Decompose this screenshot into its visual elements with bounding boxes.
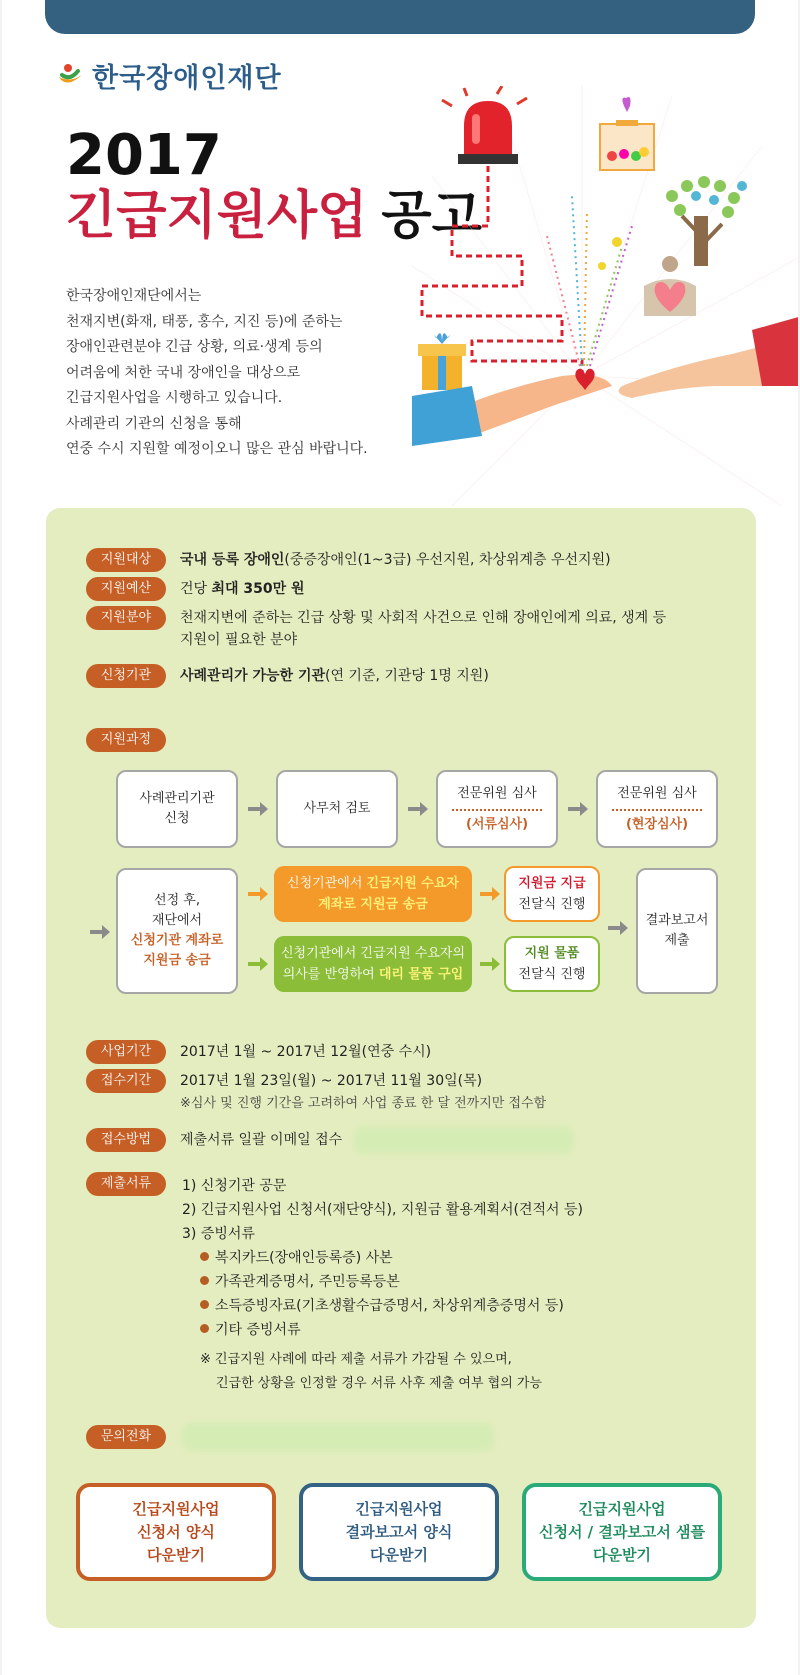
foundation-logo[interactable]	[56, 56, 282, 95]
hands-siren-illustration	[412, 86, 798, 506]
step-review-box	[276, 770, 398, 848]
contact-row	[86, 1425, 166, 1449]
support-target-bold: 국내 등록 장애인	[180, 552, 285, 568]
result-report-box	[636, 868, 718, 994]
step-document-review-line2: (서류심사)	[465, 816, 529, 832]
applicant-row	[86, 664, 489, 688]
grant-payment-line1: 지원금 지급	[518, 876, 586, 891]
support-budget-text	[180, 578, 305, 600]
siren-icon	[442, 86, 527, 164]
intro-line: 사례관리 기관의 신청을 통해	[66, 415, 242, 432]
support-budget-pre: 건당	[180, 581, 212, 597]
business-period-tag: 사업기간	[86, 1040, 166, 1064]
documents-note-line2: 긴급한 상황을 인정할 경우 서류 사후 제출 여부 협의 가능	[216, 1376, 543, 1391]
bullet-icon	[200, 1324, 209, 1333]
support-field-tag: 지원분야	[86, 606, 166, 630]
documents-note-line1: ※ 긴급지원 사례에 따라 제출 서류가 가감될 수 있으며,	[200, 1352, 512, 1367]
contact-tag: 문의전화	[86, 1425, 166, 1449]
bullet-icon	[200, 1252, 209, 1261]
button-line: 결과보고서 양식	[345, 1522, 453, 1541]
support-field-line1: 천재지변에 준하는 긴급 상황 및 사회적 사건으로 인해 장애인에게 의료, 생계 등	[180, 610, 667, 626]
redacted-email	[354, 1126, 574, 1154]
document-item: 2) 긴급지원사업 신청서(재단양식), 지원금 활용계획서(견적서 등)	[182, 1202, 584, 1218]
step-document-review-box	[436, 770, 558, 848]
step-review-text: 사무처 검토	[303, 801, 371, 816]
selection-line3: 신청기관 계좌로	[130, 933, 224, 948]
button-line: 다운받기	[593, 1545, 651, 1564]
step-field-review-box	[596, 770, 718, 848]
documents-tag: 제출서류	[86, 1172, 166, 1196]
purchase-line2-highlight: 대리 물품 구입	[378, 967, 464, 982]
document-sub-item-text: 복지카드(장애인등록증) 사본	[215, 1250, 393, 1266]
applicant-bold: 사례관리가 가능한 기관	[180, 668, 325, 684]
bullet-icon	[200, 1300, 209, 1309]
intro-text	[66, 284, 436, 463]
documents-list	[182, 1174, 583, 1396]
receipt-method-row	[86, 1128, 342, 1152]
purchase-line2-pre: 의사를 반영하여	[282, 967, 379, 982]
button-line: 다운받기	[147, 1545, 205, 1564]
document-item: 1) 신청기관 공문	[182, 1178, 287, 1194]
title-red: 긴급지원사업	[66, 186, 368, 246]
arrow-right-icon	[478, 886, 502, 902]
transfer-line2: 계좌로 지원금 송금	[318, 897, 428, 912]
arrow-right-icon	[246, 886, 270, 902]
step-apply-line1: 사례관리기관	[139, 791, 215, 806]
transfer-line1-highlight: 긴급지원 수요자	[366, 876, 459, 891]
business-period-text: 2017년 1월 ~ 2017년 12월(연중 수시)	[180, 1044, 432, 1060]
button-line: 신청서 / 결과보고서 샘플	[538, 1522, 706, 1541]
intro-line: 한국장애인재단에서는	[66, 288, 202, 304]
support-field-text	[180, 607, 666, 651]
purchase-line2	[274, 964, 472, 985]
receipt-period-row	[86, 1069, 546, 1115]
foundation-logo-icon	[56, 61, 86, 91]
gift-box-icon	[418, 333, 466, 390]
arrow-right-icon	[246, 956, 270, 972]
intro-line: 연중 수시 지원할 예정이오니 많은 관심 바랍니다.	[66, 441, 368, 457]
arrow-right-icon	[88, 924, 112, 940]
selection-line4: 지원금 송금	[143, 953, 211, 968]
helping-hands-icon	[412, 316, 798, 446]
top-banner-bar	[45, 0, 755, 34]
step-document-review-line1: 전문위원 심사	[457, 785, 537, 801]
page	[2, 0, 798, 1675]
goods-delivery-line1: 지원 물품	[524, 946, 580, 961]
bullet-icon	[200, 1276, 209, 1285]
arrow-right-icon	[478, 956, 502, 972]
document-item: 3) 증빙서류	[182, 1226, 255, 1242]
support-target-row	[86, 548, 611, 572]
person-heart-icon	[644, 256, 696, 316]
step-field-review-line1: 전문위원 심사	[617, 785, 697, 801]
donation-box-icon	[600, 97, 654, 170]
business-period-row	[86, 1040, 431, 1064]
receipt-period-note: ※심사 및 진행 기간을 고려하여 사업 종료 한 달 전까지만 접수함	[180, 1096, 547, 1111]
receipt-method-text: 제출서류 일괄 이메일 접수	[180, 1132, 343, 1148]
intro-line: 어려움에 처한 국내 장애인을 대상으로	[66, 364, 301, 381]
process-tag: 지원과정	[86, 728, 166, 752]
result-report-line2: 제출	[664, 933, 690, 948]
intro-line: 천재지변(화재, 태풍, 홍수, 지진 등)에 준하는	[66, 313, 343, 330]
selection-line2: 재단에서	[151, 913, 203, 928]
dotted-divider	[612, 809, 702, 811]
goods-delivery-line2: 전달식 진행	[518, 967, 586, 982]
support-field-row	[86, 606, 666, 651]
button-line: 긴급지원사업	[132, 1499, 220, 1518]
button-line: 긴급지원사업	[578, 1499, 666, 1518]
document-sub-item-text: 기타 증빙서류	[215, 1322, 301, 1338]
arrow-right-icon	[406, 801, 430, 817]
button-line: 긴급지원사업	[355, 1499, 443, 1518]
support-field-line2: 지원이 필요한 분야	[180, 632, 298, 648]
grant-payment-box	[504, 866, 600, 922]
download-samples-button[interactable]	[522, 1483, 722, 1581]
title-black: 공고	[381, 186, 482, 246]
org-name: 한국장애인재단	[92, 63, 282, 94]
year-heading: 2017	[66, 123, 222, 188]
download-application-form-button[interactable]	[76, 1483, 276, 1581]
support-budget-bold: 최대 350만 원	[211, 581, 305, 597]
redacted-phone	[182, 1423, 494, 1451]
transfer-option-box	[274, 866, 472, 922]
arrow-right-icon	[246, 801, 270, 817]
support-target-rest: (중증장애인(1~3급) 우선지원, 차상위계층 우선지원)	[284, 552, 611, 568]
grant-payment-line2: 전달식 진행	[518, 897, 586, 912]
goods-delivery-box	[504, 936, 600, 992]
button-line: 신청서 양식	[137, 1522, 215, 1541]
support-target-tag: 지원대상	[86, 548, 166, 572]
support-budget-row	[86, 577, 305, 601]
receipt-period-tag: 접수기간	[86, 1069, 166, 1093]
receipt-period-value: 2017년 1월 23일(월) ~ 2017년 11월 30일(목)	[180, 1073, 483, 1089]
step-apply-box	[116, 770, 238, 848]
document-sub-item	[182, 1294, 583, 1318]
receipt-period-text	[180, 1070, 546, 1115]
process-row	[86, 728, 166, 752]
documents-row	[86, 1172, 166, 1196]
document-sub-item	[182, 1318, 583, 1342]
transfer-line1-pre: 신청기관에서	[287, 876, 367, 891]
step-apply-line2: 신청	[164, 811, 190, 826]
dotted-divider	[452, 809, 542, 811]
transfer-line1	[274, 873, 472, 894]
support-target-text	[180, 549, 611, 571]
document-sub-item-text: 가족관계증명서, 주민등록등본	[215, 1274, 400, 1290]
selection-line1: 선정 후,	[154, 893, 200, 908]
intro-line: 장애인관련분야 긴급 상황, 의료·생계 등의	[66, 339, 323, 355]
selection-box	[116, 868, 238, 994]
intro-line: 긴급지원사업을 시행하고 있습니다.	[66, 390, 283, 406]
support-budget-tag: 지원예산	[86, 577, 166, 601]
applicant-tag: 신청기관	[86, 664, 166, 688]
button-line: 다운받기	[370, 1545, 428, 1564]
step-field-review-line2: (현장심사)	[625, 816, 689, 832]
document-sub-item-text: 소득증빙자료(기초생활수급증명서, 차상위계층증명서 등)	[215, 1298, 564, 1314]
purchase-option-box	[274, 936, 472, 992]
arrow-right-icon	[606, 920, 630, 936]
document-sub-item	[182, 1270, 583, 1294]
document-sub-item	[182, 1246, 583, 1270]
result-report-line1: 결과보고서	[645, 913, 709, 928]
applicant-rest: (연 기준, 기관당 1명 지원)	[325, 668, 489, 684]
receipt-method-tag: 접수방법	[86, 1128, 166, 1152]
purchase-line1: 신청기관에서 긴급지원 수요자의	[280, 946, 466, 961]
applicant-text	[180, 665, 489, 687]
download-report-form-button[interactable]	[299, 1483, 499, 1581]
arrow-right-icon	[566, 801, 590, 817]
